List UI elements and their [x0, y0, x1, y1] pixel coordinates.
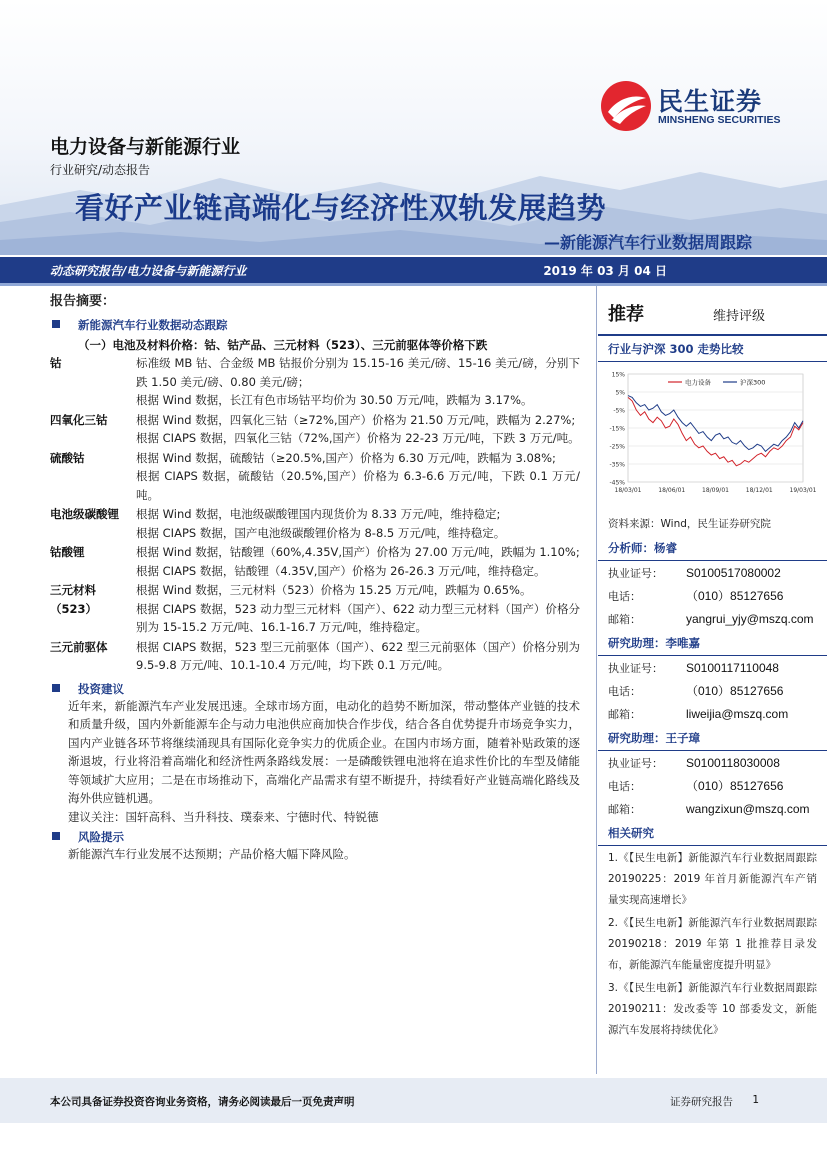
- price-detail-line: 标准级 MB 钴、合金级 MB 钴报价分别为 15.15-16 美元/磅、15-16 美元/磅，分别下跌 1.50 美元/磅、0.80 美元/磅；: [136, 356, 580, 389]
- sidebar: [598, 290, 827, 1041]
- summary-column: [50, 290, 580, 863]
- footer-disclaimer: 本公司具备证券投资咨询业务资格，请务必阅读最后一页免责声明: [50, 1096, 355, 1108]
- footer-label: 证券研究报告: [670, 1096, 733, 1108]
- price-row: [50, 581, 580, 637]
- report-subtitle: —新能源汽车行业数据周跟踪: [543, 233, 752, 252]
- section-heading-investment: 投资建议: [50, 681, 580, 697]
- brand-name-cn: 民生证券: [658, 87, 763, 116]
- chart-x-tick-label: 18/12/01: [745, 487, 773, 494]
- assistant2-cert-row: [598, 751, 827, 774]
- mail-label: 邮箱：: [608, 612, 641, 626]
- price-detail-line: 根据 CIAPS 数据，523 动力型三元材料（国产）、622 动力型三元材料（国产）价格分别为 15-15.2 万元/吨、16.1-16.7 万元/吨，维持稳定。: [136, 601, 580, 634]
- analyst-tel-row: [598, 584, 827, 607]
- mail-label: 邮箱：: [608, 802, 641, 816]
- price-item-name: 硫酸钴: [50, 450, 85, 465]
- chart-x-tick-label: 19/03/01: [789, 487, 817, 494]
- assistant1-tel: （010）85127656: [686, 684, 784, 698]
- price-table: [50, 354, 580, 675]
- price-item-name: 四氧化三钴: [50, 412, 108, 427]
- price-detail-line: 根据 Wind 数据，三元材料（523）价格为 15.25 万元/吨，跌幅为 0.65%。: [136, 583, 532, 597]
- chart-legend-label: 沪深300: [740, 378, 766, 387]
- price-item-detail: [136, 505, 580, 542]
- report-date: 2019 年 03 月 04 日: [543, 264, 667, 278]
- rating: 推荐: [608, 304, 644, 325]
- chart-y-tick-label: -35%: [609, 461, 625, 469]
- price-item-detail: [136, 411, 580, 448]
- column-divider: [596, 286, 597, 1074]
- assistant2-tel: （010）85127656: [686, 779, 784, 793]
- chart-x-tick-label: 18/06/01: [658, 487, 686, 494]
- analyst-cert-row: [598, 561, 827, 584]
- analyst-mail-row: [598, 607, 827, 630]
- price-item-name: 钴酸锂: [50, 545, 85, 559]
- related-item[interactable]: 1.《【民生电新】新能源汽车行业数据周跟踪 20190225：2019 年首月新能源汽车产销量实现高速增长》: [608, 852, 817, 906]
- price-item-detail: [136, 638, 580, 675]
- tel-label: 电话：: [608, 589, 641, 603]
- investment-text: 近年来，新能源汽车产业发展迅速。全球市场方面，电动化的趋势不断加深，带动整体产业链的技术和质量升级，国内外新能源车企与动力电池供应商加快合作步伐，结合各自优势提升市场竞争实力，国内产业链各环节将继续涌现具有国际化竞争实力的优质企业。在国内市场方面，随着补贴政策的逐渐退坡，行业将沿着高端化和经济性两条路线发展：一是磷酸铁锂电池将在追求性价比的车型及储能等领域扩大应用；二是在市场推动下，高端化产品需求有望不断提升，持续看好产业链高端化路线及海外供应链机遇。: [68, 698, 580, 806]
- price-detail-line: 根据 CIAPS 数据，国产电池级碳酸锂价格为 8-8.5 万元/吨，维持稳定。: [136, 525, 506, 540]
- assistant1-cert: S0100117110048: [686, 660, 779, 675]
- cert-label: 执业证号：: [608, 566, 663, 580]
- cert-label: 执业证号：: [608, 756, 663, 770]
- assistant1-mail-row: [598, 702, 827, 725]
- price-item-name: 钴: [50, 356, 62, 370]
- chart-legend-label: 电力设备: [685, 378, 711, 387]
- price-detail-line: 根据 Wind 数据，四氧化三钴（≥72%,国产）价格为 21.50 万元/吨，跌幅为 2.27%;: [136, 412, 576, 427]
- price-item-detail: [136, 581, 580, 637]
- tel-label: 电话：: [608, 684, 641, 698]
- assistant2-mail-row: [598, 797, 827, 820]
- analyst-heading: 分析师：杨睿: [598, 535, 827, 561]
- price-item-detail: [136, 543, 580, 580]
- chart-y-tick-label: -45%: [609, 479, 625, 487]
- assistant1-tel-row: [598, 679, 827, 702]
- chart-heading: 行业与沪深 300 走势比较: [598, 336, 827, 362]
- price-item-name: 三元前驱体: [50, 639, 108, 654]
- chart-y-tick-label: 15%: [611, 371, 625, 379]
- chart-y-tick-label: -5%: [613, 407, 625, 415]
- assistant1-heading: 研究助理：李唯嘉: [598, 630, 827, 656]
- page-footer: [0, 1078, 827, 1123]
- summary-heading: 报告摘要：: [50, 294, 116, 309]
- tel-label: 电话：: [608, 779, 641, 793]
- trend-chart: [598, 362, 827, 512]
- chart-y-tick-label: -25%: [609, 443, 625, 451]
- price-detail-line: 根据 Wind 数据，钴酸锂（60%,4.35V,国产）价格为 27.00 万元/吨，跌幅为 1.10%;: [136, 545, 580, 559]
- industry-name: 电力设备与新能源行业: [50, 136, 241, 158]
- price-item-name: 电池级碳酸锂: [50, 507, 119, 521]
- price-row: [50, 638, 580, 675]
- section-heading-tracking: 新能源汽车行业数据动态跟踪: [50, 317, 580, 333]
- cert-label: 执业证号：: [608, 661, 663, 675]
- price-item-name: 三元材料（523）: [50, 583, 98, 616]
- analyst-mail[interactable]: yangrui_yjy@mszq.com: [686, 611, 814, 626]
- investment-focus: 建议关注：国轩高科、当升科技、璞泰来、宁德时代、特锐德: [68, 810, 379, 825]
- bar-accent-line: [0, 283, 827, 286]
- assistant2-mail[interactable]: wangzixun@mszq.com: [686, 801, 810, 816]
- chart-series-line: [628, 396, 803, 452]
- assistant2-tel-row: [598, 774, 827, 797]
- chart-x-tick-label: 18/03/01: [614, 487, 642, 494]
- assistant1-mail[interactable]: liweijia@mszq.com: [686, 706, 789, 721]
- report-category: 动态研究报告/电力设备与新能源行业: [50, 264, 247, 278]
- related-item[interactable]: 2.《【民生电新】新能源汽车行业数据周跟踪 20190218：2019 年第 1 批推荐目录发布，新能源汽车能量密度提升明显》: [608, 917, 817, 971]
- report-type: 行业研究/动态报告: [50, 163, 151, 177]
- price-row: [50, 543, 580, 580]
- section-heading-risk: 风险提示: [50, 829, 580, 845]
- price-detail-line: 根据 Wind 数据，电池级碳酸锂国内现货价为 8.33 万元/吨，维持稳定;: [136, 507, 501, 521]
- chart-x-tick-label: 18/09/01: [702, 487, 729, 494]
- price-detail-line: 根据 CIAPS 数据，523 型三元前驱体（国产）、622 型三元前驱体（国产）价格分别为 9.5-9.8 万元/吨、10.1-10.4 万元/吨，均下跌 0.1 万元/吨。: [136, 639, 580, 672]
- trend-chart-svg: [598, 362, 827, 512]
- price-detail-line: 根据 Wind 数据，长江有色市场钴平均价为 30.50 万元/吨，跌幅为 3.17%。: [136, 393, 533, 407]
- brand-logo: [600, 82, 800, 132]
- risk-text: 新能源汽车行业发展不达预期；产品价格大幅下降风险。: [68, 846, 356, 861]
- chart-y-tick-label: -15%: [609, 425, 625, 433]
- page-number: 1: [752, 1094, 759, 1106]
- chart-source: 资料来源：Wind，民生证券研究院: [608, 518, 771, 530]
- price-row: [50, 505, 580, 542]
- minsheng-emblem-icon: [600, 80, 652, 132]
- assistant2-heading: 研究助理：王子璋: [598, 725, 827, 751]
- rating-sub: 维持评级: [713, 309, 766, 324]
- price-row: [50, 411, 580, 448]
- price-detail-line: 根据 Wind 数据，硫酸钴（≥20.5%,国产）价格为 6.30 万元/吨，跌幅为 3.08%;: [136, 450, 556, 465]
- analyst-tel: （010）85127656: [686, 589, 784, 603]
- assistant2-cert: S0100118030008: [686, 755, 780, 770]
- report-info-bar: [0, 257, 827, 283]
- price-detail-line: 根据 CIAPS 数据，四氧化三钴（72%,国产）价格为 22-23 万元/吨，下跌 3 万元/吨。: [136, 431, 580, 445]
- subsection-heading-prices: （一）电池及材料价格：钴、钴产品、三元材料（523）、三元前驱体等价格下跌: [78, 338, 488, 352]
- price-item-detail: [136, 354, 580, 410]
- analyst-cert: S0100517080002: [686, 565, 781, 580]
- related-heading: 相关研究: [598, 820, 827, 846]
- price-item-detail: [136, 449, 580, 505]
- price-detail-line: 根据 CIAPS 数据，硫酸钴（20.5%,国产）价格为 6.3-6.6 万元/吨，下跌 0.1 万元/吨。: [136, 469, 580, 502]
- assistant1-cert-row: [598, 656, 827, 679]
- brand-name-en: MINSHENG SECURITIES: [658, 114, 781, 126]
- price-row: [50, 354, 580, 410]
- price-row: [50, 449, 580, 505]
- mail-label: 邮箱：: [608, 707, 641, 721]
- rating-box: [598, 290, 827, 336]
- related-item[interactable]: 3.《【民生电新】新能源汽车行业数据周跟踪 20190211：发改委等 10 部委发文，新能源汽车发展将持续优化》: [608, 982, 817, 1036]
- price-detail-line: 根据 CIAPS 数据，钴酸锂（4.35V,国产）价格为 26-26.3 万元/吨，维持稳定。: [136, 563, 546, 578]
- report-title: 看好产业链高端化与经济性双轨发展趋势: [75, 191, 607, 225]
- chart-y-tick-label: 5%: [615, 389, 625, 397]
